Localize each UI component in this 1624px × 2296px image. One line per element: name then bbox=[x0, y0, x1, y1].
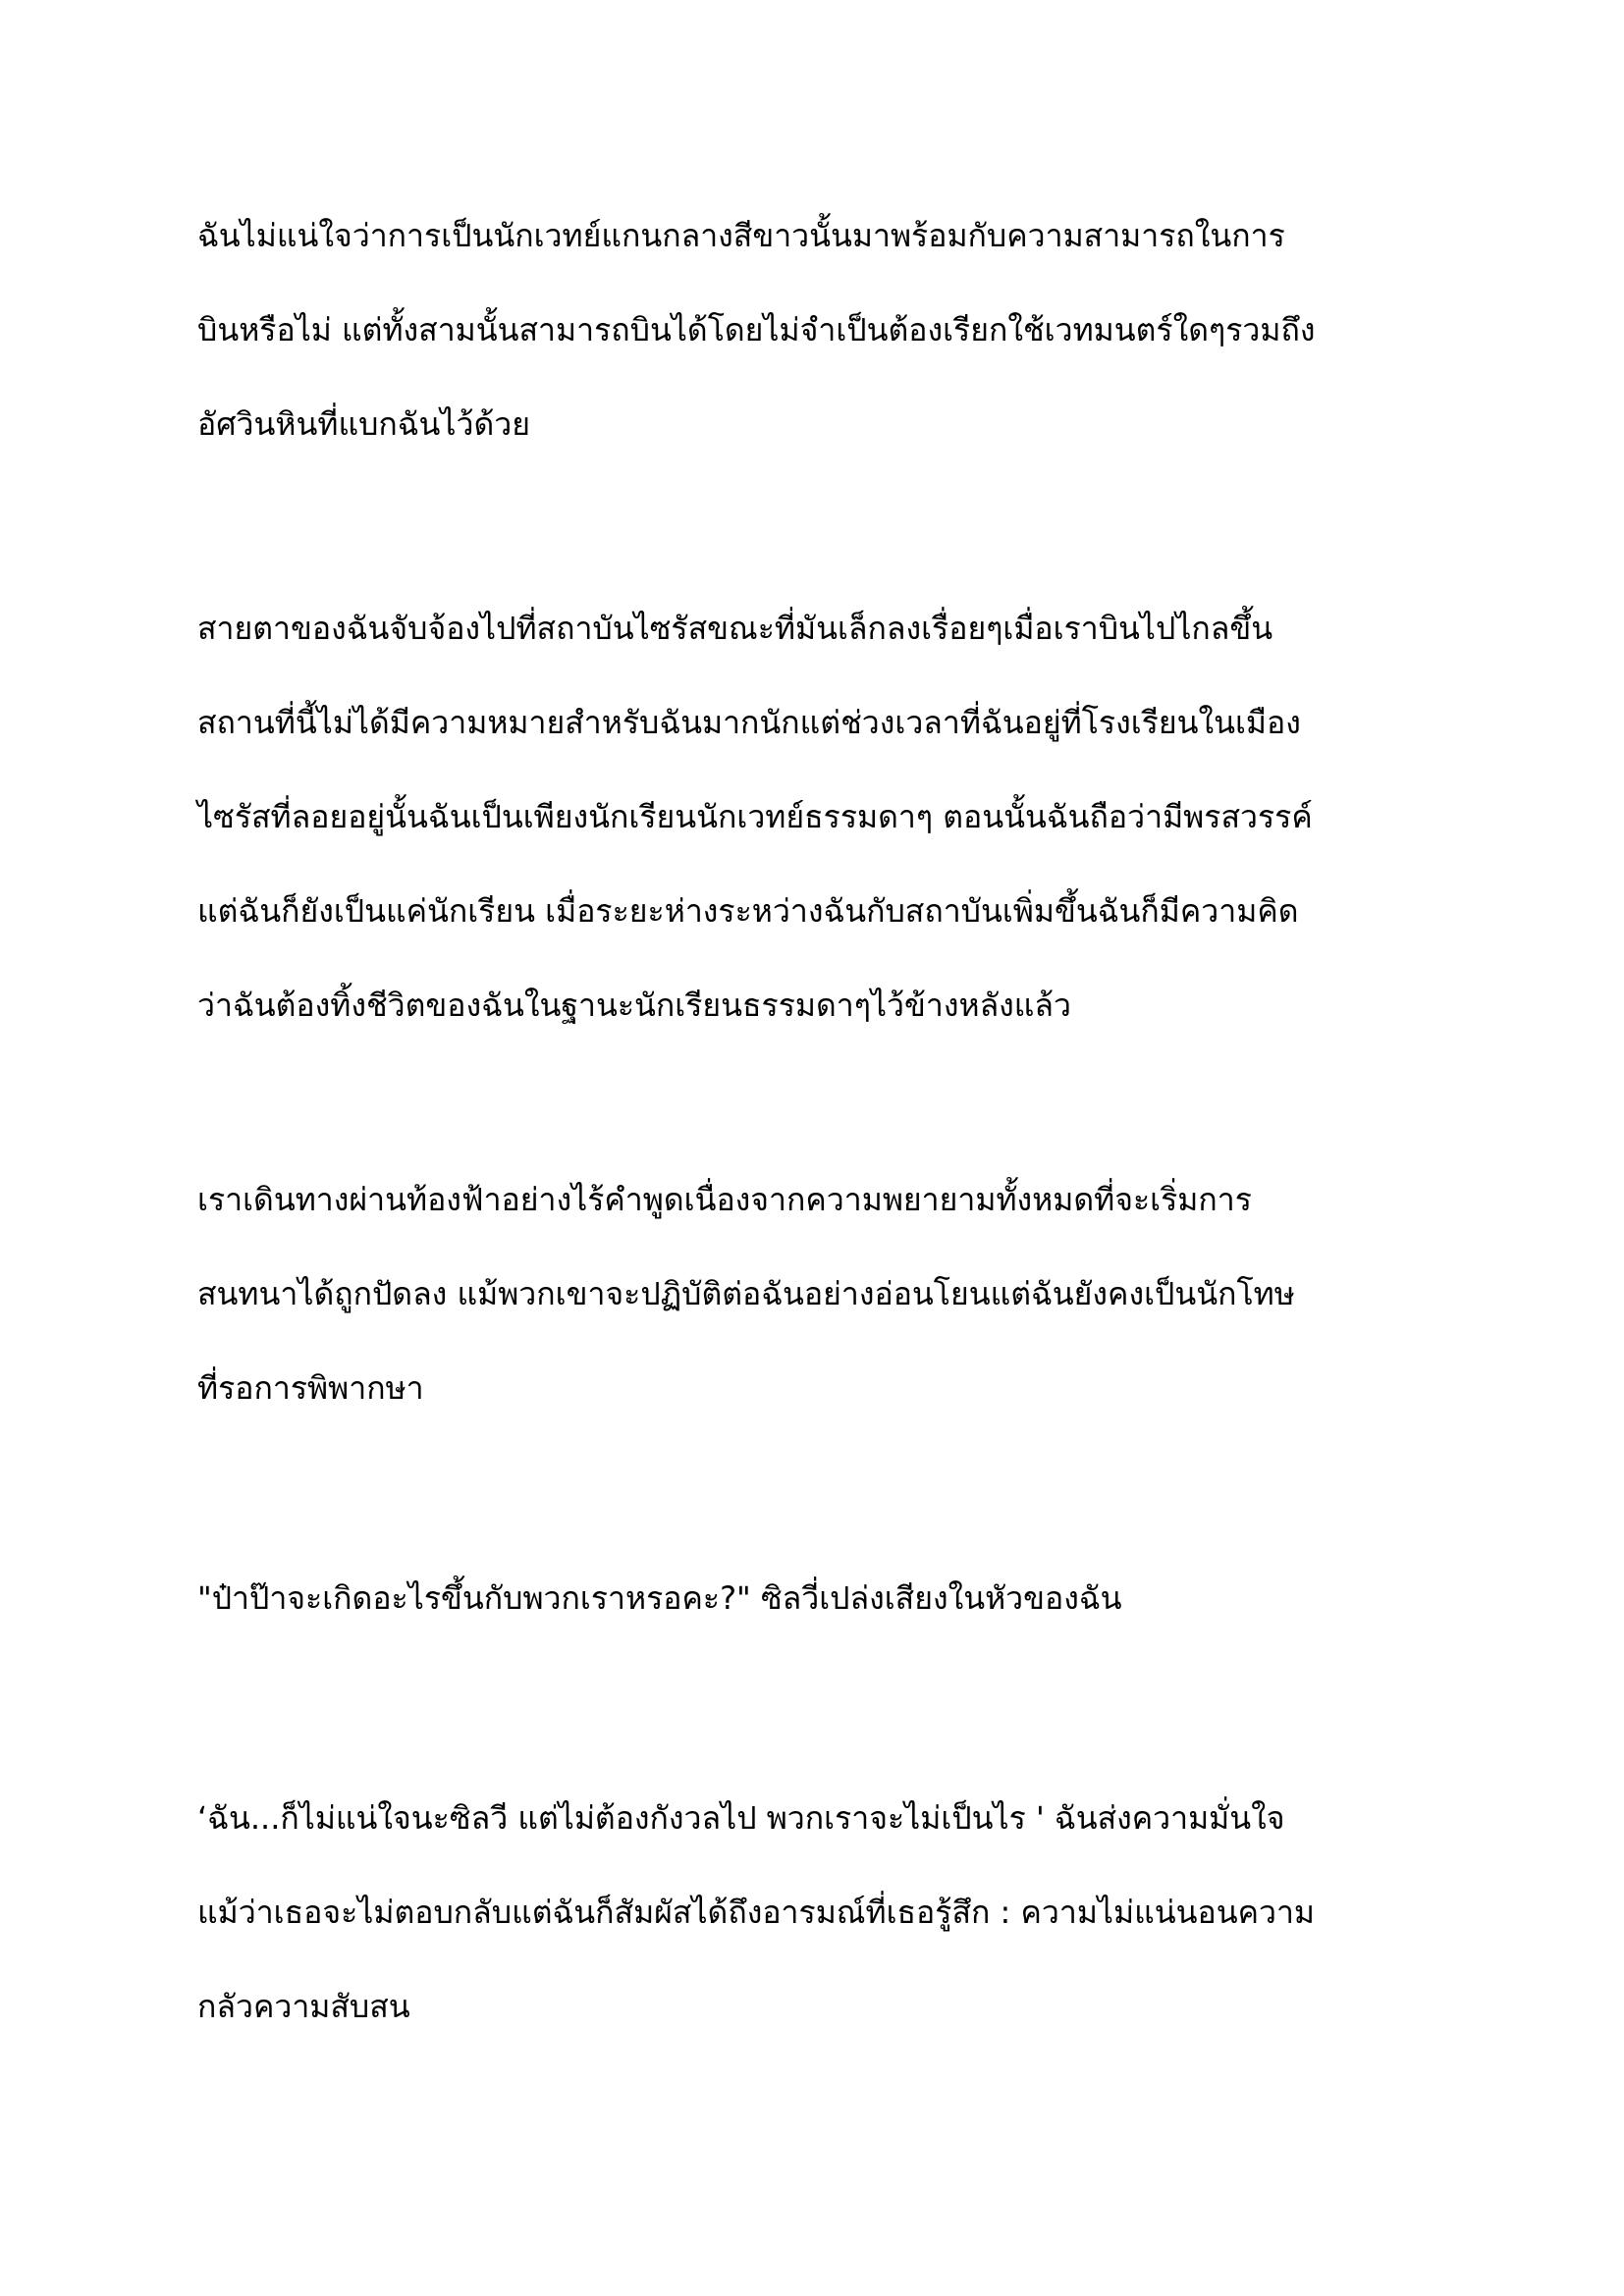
paragraph-2 bbox=[197, 581, 1464, 1052]
text-line: ‘ฉัน...ก็ไม่แน่ใจนะซิลวี แต่ไม่ต้องกังวลไป พวกเราจะไม่เป็นไร ' ฉันส่งความมั่นใจ bbox=[197, 1799, 1285, 1837]
text-line: แต่ฉันก็ยังเป็นแค่นักเรียน เมื่อระยะห่างระหว่างฉันกับสถาบันเพิ่มขึ้นฉันก็มีความคิด bbox=[197, 892, 1299, 930]
paragraph-5 bbox=[197, 1771, 1464, 2054]
paragraph-4-dialogue bbox=[197, 1551, 1464, 1645]
text-line: สนทนาได้ถูกปัดลง แม้พวกเขาจะปฏิบัติต่อฉันอย่างอ่อนโยนแต่ฉันยังคงเป็นนักโทษ bbox=[197, 1275, 1295, 1312]
text-line: ที่รอการพิพากษา bbox=[197, 1369, 424, 1407]
text-line: บินหรือไม่ แต่ทั้งสามนั้นสามารถบินได้โดยไม่จำเป็นต้องเรียกใช้เวทมนตร์ใดๆรวมถึง bbox=[197, 311, 1316, 348]
text-line: สายตาของฉันจับจ้องไปที่สถาบันไซรัสขณะที่มันเล็กลงเรื่อยๆเมื่อเราบินไปไกลขึ้น bbox=[197, 610, 1273, 647]
text-line: กลัวความสับสน bbox=[197, 1988, 410, 2025]
text-line: เราเดินทางผ่านท้องฟ้าอย่างไร้คำพูดเนื่องจากความพยายามทั้งหมดที่จะเริ่มการ bbox=[197, 1181, 1252, 1218]
paragraph-3 bbox=[197, 1152, 1464, 1435]
text-line: ว่าฉันต้องทิ้งชีวิตของฉันในฐานะนักเรียนธรรมดาๆไว้ข้างหลังแล้ว bbox=[197, 987, 1071, 1024]
text-line: อัศวินหินที่แบกฉันไว้ด้วย bbox=[197, 405, 530, 443]
text-line: สถานที่นี้ไม่ได้มีความหมายสำหรับฉันมากนักแต่ช่วงเวลาที่ฉันอยู่ที่โรงเรียนในเมือง bbox=[197, 704, 1301, 741]
text-line: ฉันไม่แน่ใจว่าการเป็นนักเวทย์แกนกลางสีขาวนั้นมาพร้อมกับความสามารถในการ bbox=[197, 217, 1285, 254]
paragraph-1 bbox=[197, 188, 1464, 471]
text-line: "ป๋าป๊าจะเกิดอะไรขึ้นกับพวกเราหรอคะ?" ซิลวี่เปล่งเสียงในหัวของฉัน bbox=[197, 1579, 1122, 1617]
text-line: แม้ว่าเธอจะไม่ตอบกลับแต่ฉันก็สัมผัสได้ถึงอารมณ์ที่เธอรู้สึก : ความไม่แน่นอนความ bbox=[197, 1894, 1315, 1931]
text-line: ไซรัสที่ลอยอยู่นั้นฉันเป็นเพียงนักเรียนนักเวทย์ธรรมดาๆ ตอนนั้นฉันถือว่ามีพรสวรรค์ bbox=[197, 798, 1313, 835]
